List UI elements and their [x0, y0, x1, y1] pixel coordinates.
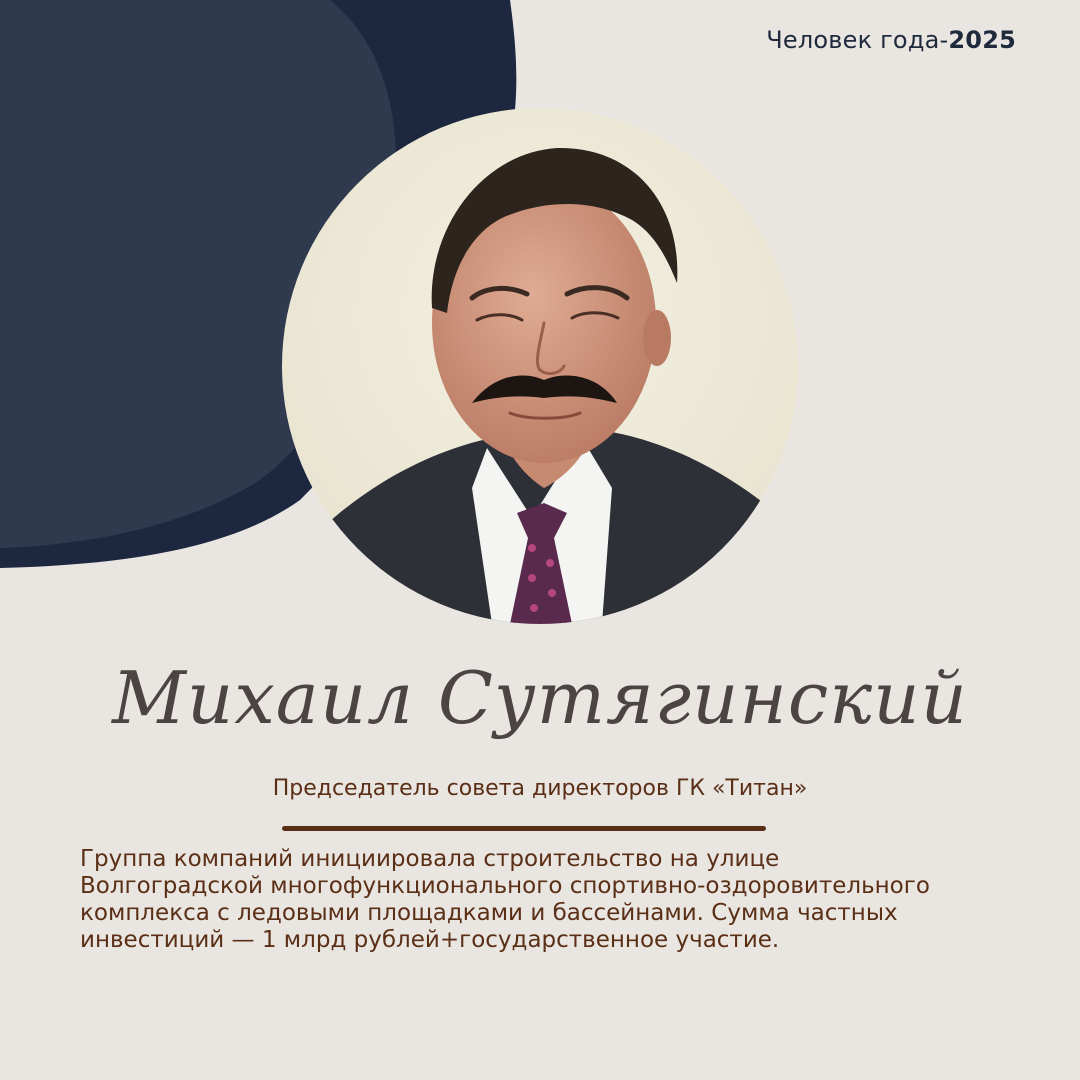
label-text: Человек года- [766, 26, 949, 54]
portrait-photo [282, 108, 798, 624]
portrait-illustration [282, 108, 798, 624]
divider-line [282, 826, 766, 831]
person-description: Группа компаний инициировала строительство на улице Волгоградской многофункционального спортивно-оздоровительного комплекса с ледовыми площадками и бассейнами. Сумма частных инвестиций — 1 млрд рублей+государственное участие. [80, 846, 930, 953]
year-text: 2025 [948, 26, 1016, 54]
person-of-year-label [766, 26, 1016, 54]
person-name: Михаил Сутягинский [112, 656, 968, 740]
person-position: Председатель совета директоров ГК «Титан» [272, 776, 808, 801]
ear [643, 310, 671, 366]
